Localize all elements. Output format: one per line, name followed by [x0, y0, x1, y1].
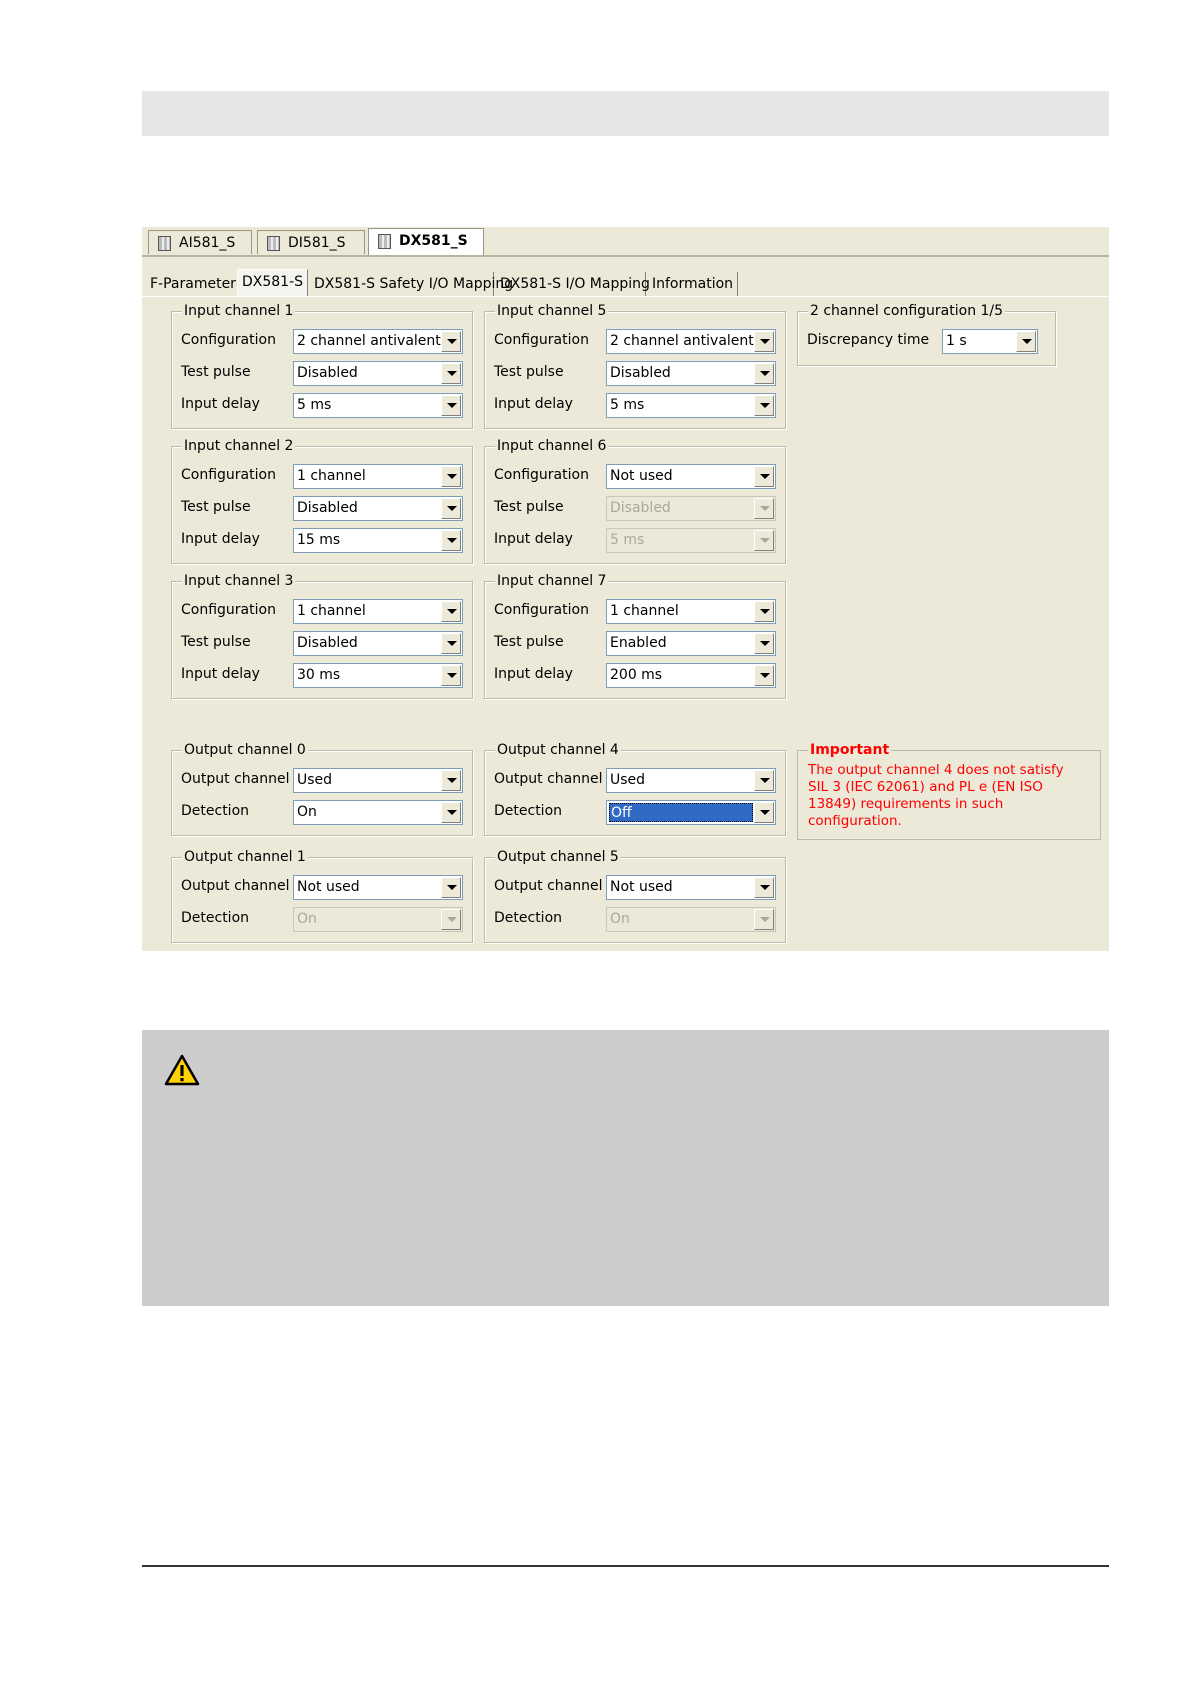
- tab-io-mapping[interactable]: DX581-S I/O Mapping: [496, 272, 646, 296]
- footer-rule: [142, 1565, 1109, 1567]
- dropdown-arrow-icon[interactable]: [441, 877, 461, 898]
- input-delay-select[interactable]: [293, 663, 463, 688]
- selected-value: 5 ms: [297, 397, 332, 413]
- configuration-label: Configuration: [181, 602, 276, 618]
- parameter-tab-strip: [142, 272, 1109, 297]
- detection-select[interactable]: [293, 800, 463, 825]
- selected-value: 5 ms: [610, 532, 645, 548]
- input-channel-3-group: [171, 573, 473, 699]
- tab-information[interactable]: Information: [648, 272, 738, 296]
- output-channel-label: Output channel: [494, 878, 603, 894]
- configuration-select[interactable]: [293, 599, 463, 624]
- selected-value: 1 channel: [610, 603, 679, 619]
- dropdown-arrow-icon[interactable]: [441, 633, 461, 654]
- test-pulse-select[interactable]: [293, 631, 463, 656]
- module-icon: [378, 234, 391, 249]
- dropdown-arrow-icon[interactable]: [441, 530, 461, 551]
- input-delay-select[interactable]: [293, 528, 463, 553]
- header-bar: [142, 91, 1109, 136]
- configuration-select[interactable]: [293, 329, 463, 354]
- test-pulse-label: Test pulse: [181, 499, 251, 515]
- input-channel-6-group: [484, 438, 786, 564]
- input-delay-label: Input delay: [494, 396, 573, 412]
- doc-tab-di581[interactable]: [257, 230, 365, 254]
- dropdown-arrow-icon: [441, 909, 461, 930]
- input-channel-5-group: [484, 303, 786, 429]
- detection-label: Detection: [181, 803, 250, 819]
- group-title: Output channel 1: [184, 849, 306, 865]
- dropdown-arrow-icon[interactable]: [754, 877, 774, 898]
- test-pulse-select: [606, 496, 776, 521]
- input-channel-2-group: [171, 438, 473, 564]
- selected-value: Used: [297, 772, 333, 788]
- test-pulse-label: Test pulse: [494, 364, 564, 380]
- dropdown-arrow-icon[interactable]: [441, 363, 461, 384]
- selected-value: Off: [609, 803, 753, 822]
- selected-value: On: [297, 911, 317, 927]
- input-delay-label: Input delay: [181, 531, 260, 547]
- doc-tab-ai581[interactable]: [148, 230, 252, 254]
- dropdown-arrow-icon[interactable]: [1016, 331, 1036, 352]
- selected-value: Not used: [297, 879, 360, 895]
- selected-value: 1 channel: [297, 603, 366, 619]
- dropdown-arrow-icon[interactable]: [441, 802, 461, 823]
- dropdown-arrow-icon[interactable]: [441, 466, 461, 487]
- group-title: 2 channel configuration 1/5: [810, 303, 1004, 319]
- selected-value: Disabled: [297, 365, 358, 381]
- detection-label: Detection: [494, 910, 563, 926]
- selected-value: 200 ms: [610, 667, 663, 683]
- warning-triangle-icon: [164, 1054, 200, 1086]
- dropdown-arrow-icon[interactable]: [754, 802, 774, 823]
- discrepancy-time-label: Discrepancy time: [807, 332, 930, 348]
- dropdown-arrow-icon[interactable]: [754, 363, 774, 384]
- selected-value: Disabled: [297, 500, 358, 516]
- dropdown-arrow-icon[interactable]: [754, 770, 774, 791]
- input-delay-label: Input delay: [494, 531, 573, 547]
- output-channel-4-group: [484, 742, 786, 836]
- group-title: Output channel 0: [184, 742, 306, 758]
- selected-value: 2 channel antivalent: [610, 333, 754, 349]
- important-note: [797, 742, 1101, 840]
- configuration-label: Configuration: [494, 467, 589, 483]
- doc-tab-label: DX581_S: [399, 233, 468, 249]
- output-channel-select[interactable]: [606, 875, 776, 900]
- warning-box: [142, 1030, 1109, 1306]
- test-pulse-label: Test pulse: [494, 634, 564, 650]
- configuration-select[interactable]: [293, 464, 463, 489]
- tab-f-parameter[interactable]: F-Parameter: [150, 276, 236, 292]
- output-channel-select[interactable]: [606, 768, 776, 793]
- dropdown-arrow-icon: [754, 530, 774, 551]
- input-channel-1-group: [171, 303, 473, 429]
- doc-tab-dx581[interactable]: [368, 228, 484, 255]
- detection-label: Detection: [494, 803, 563, 819]
- test-pulse-select[interactable]: [293, 361, 463, 386]
- output-channel-label: Output channel: [181, 771, 290, 787]
- input-delay-label: Input delay: [494, 666, 573, 682]
- dropdown-arrow-icon[interactable]: [754, 601, 774, 622]
- important-text: The output channel 4 does not satisfy SIL 3 (IEC 62061) and PL e (EN ISO 13849) requirements in such configuration.: [808, 762, 1064, 829]
- dropdown-arrow-icon[interactable]: [441, 498, 461, 519]
- input-delay-select: [606, 528, 776, 553]
- test-pulse-select[interactable]: [606, 631, 776, 656]
- group-title: Output channel 5: [497, 849, 619, 865]
- dropdown-arrow-icon[interactable]: [441, 770, 461, 791]
- discrepancy-time-select[interactable]: [942, 329, 1038, 354]
- dropdown-arrow-icon[interactable]: [754, 331, 774, 352]
- input-channel-7-group: [484, 573, 786, 699]
- dropdown-arrow-icon[interactable]: [754, 633, 774, 654]
- test-pulse-label: Test pulse: [181, 634, 251, 650]
- detection-select[interactable]: [606, 800, 776, 825]
- configuration-label: Configuration: [494, 602, 589, 618]
- group-title: Output channel 4: [497, 742, 619, 758]
- dropdown-arrow-icon[interactable]: [441, 331, 461, 352]
- selected-value: Not used: [610, 879, 673, 895]
- selected-value: 2 channel antivalent: [297, 333, 441, 349]
- test-pulse-label: Test pulse: [494, 499, 564, 515]
- detection-label: Detection: [181, 910, 250, 926]
- tab-dx581-s[interactable]: DX581-S: [237, 269, 308, 296]
- input-delay-label: Input delay: [181, 396, 260, 412]
- output-channel-label: Output channel: [181, 878, 290, 894]
- configuration-window: [142, 227, 1109, 951]
- dropdown-arrow-icon[interactable]: [754, 466, 774, 487]
- tab-safety-io-mapping[interactable]: DX581-S Safety I/O Mapping: [310, 272, 494, 296]
- dropdown-arrow-icon[interactable]: [441, 395, 461, 416]
- dropdown-arrow-icon: [754, 909, 774, 930]
- configuration-label: Configuration: [181, 467, 276, 483]
- input-delay-select[interactable]: [606, 393, 776, 418]
- output-channel-select[interactable]: [293, 768, 463, 793]
- dropdown-arrow-icon[interactable]: [441, 665, 461, 686]
- selected-value: Disabled: [297, 635, 358, 651]
- important-title: Important: [810, 742, 890, 758]
- selected-value: Disabled: [610, 365, 671, 381]
- test-pulse-select[interactable]: [293, 496, 463, 521]
- selected-value: 1 s: [946, 333, 967, 349]
- output-channel-0-group: [171, 742, 473, 836]
- output-channel-5-group: [484, 849, 786, 943]
- module-icon: [267, 236, 280, 251]
- output-channel-label: Output channel: [494, 771, 603, 787]
- input-delay-select[interactable]: [293, 393, 463, 418]
- group-title: Input channel 6: [497, 438, 607, 454]
- doc-tab-label: DI581_S: [288, 235, 346, 251]
- selected-value: Disabled: [610, 500, 671, 516]
- two-channel-config-group: [797, 303, 1056, 366]
- dropdown-arrow-icon: [754, 498, 774, 519]
- selected-value: Enabled: [610, 635, 667, 651]
- module-icon: [158, 236, 171, 251]
- group-title: Input channel 7: [497, 573, 607, 589]
- group-title: Input channel 1: [184, 303, 294, 319]
- group-title: Input channel 5: [497, 303, 607, 319]
- configuration-label: Configuration: [494, 332, 589, 348]
- selected-value: On: [297, 804, 317, 820]
- configuration-select[interactable]: [606, 464, 776, 489]
- dropdown-arrow-icon[interactable]: [754, 665, 774, 686]
- configuration-select[interactable]: [606, 599, 776, 624]
- doc-tab-label: AI581_S: [179, 235, 236, 251]
- detection-select: [293, 907, 463, 932]
- detection-select: [606, 907, 776, 932]
- input-delay-label: Input delay: [181, 666, 260, 682]
- input-delay-select[interactable]: [606, 663, 776, 688]
- configuration-label: Configuration: [181, 332, 276, 348]
- selected-value: 30 ms: [297, 667, 341, 683]
- test-pulse-select[interactable]: [606, 361, 776, 386]
- selected-value: On: [610, 911, 630, 927]
- group-title: Input channel 3: [184, 573, 294, 589]
- output-channel-select[interactable]: [293, 875, 463, 900]
- selected-value: Used: [610, 772, 646, 788]
- dropdown-arrow-icon[interactable]: [754, 395, 774, 416]
- selected-value: 5 ms: [610, 397, 645, 413]
- selected-value: Not used: [610, 468, 673, 484]
- selected-value: 15 ms: [297, 532, 341, 548]
- test-pulse-label: Test pulse: [181, 364, 251, 380]
- configuration-select[interactable]: [606, 329, 776, 354]
- dropdown-arrow-icon[interactable]: [441, 601, 461, 622]
- document-tab-strip: [142, 227, 1109, 257]
- selected-value: 1 channel: [297, 468, 366, 484]
- output-channel-1-group: [171, 849, 473, 943]
- group-title: Input channel 2: [184, 438, 294, 454]
